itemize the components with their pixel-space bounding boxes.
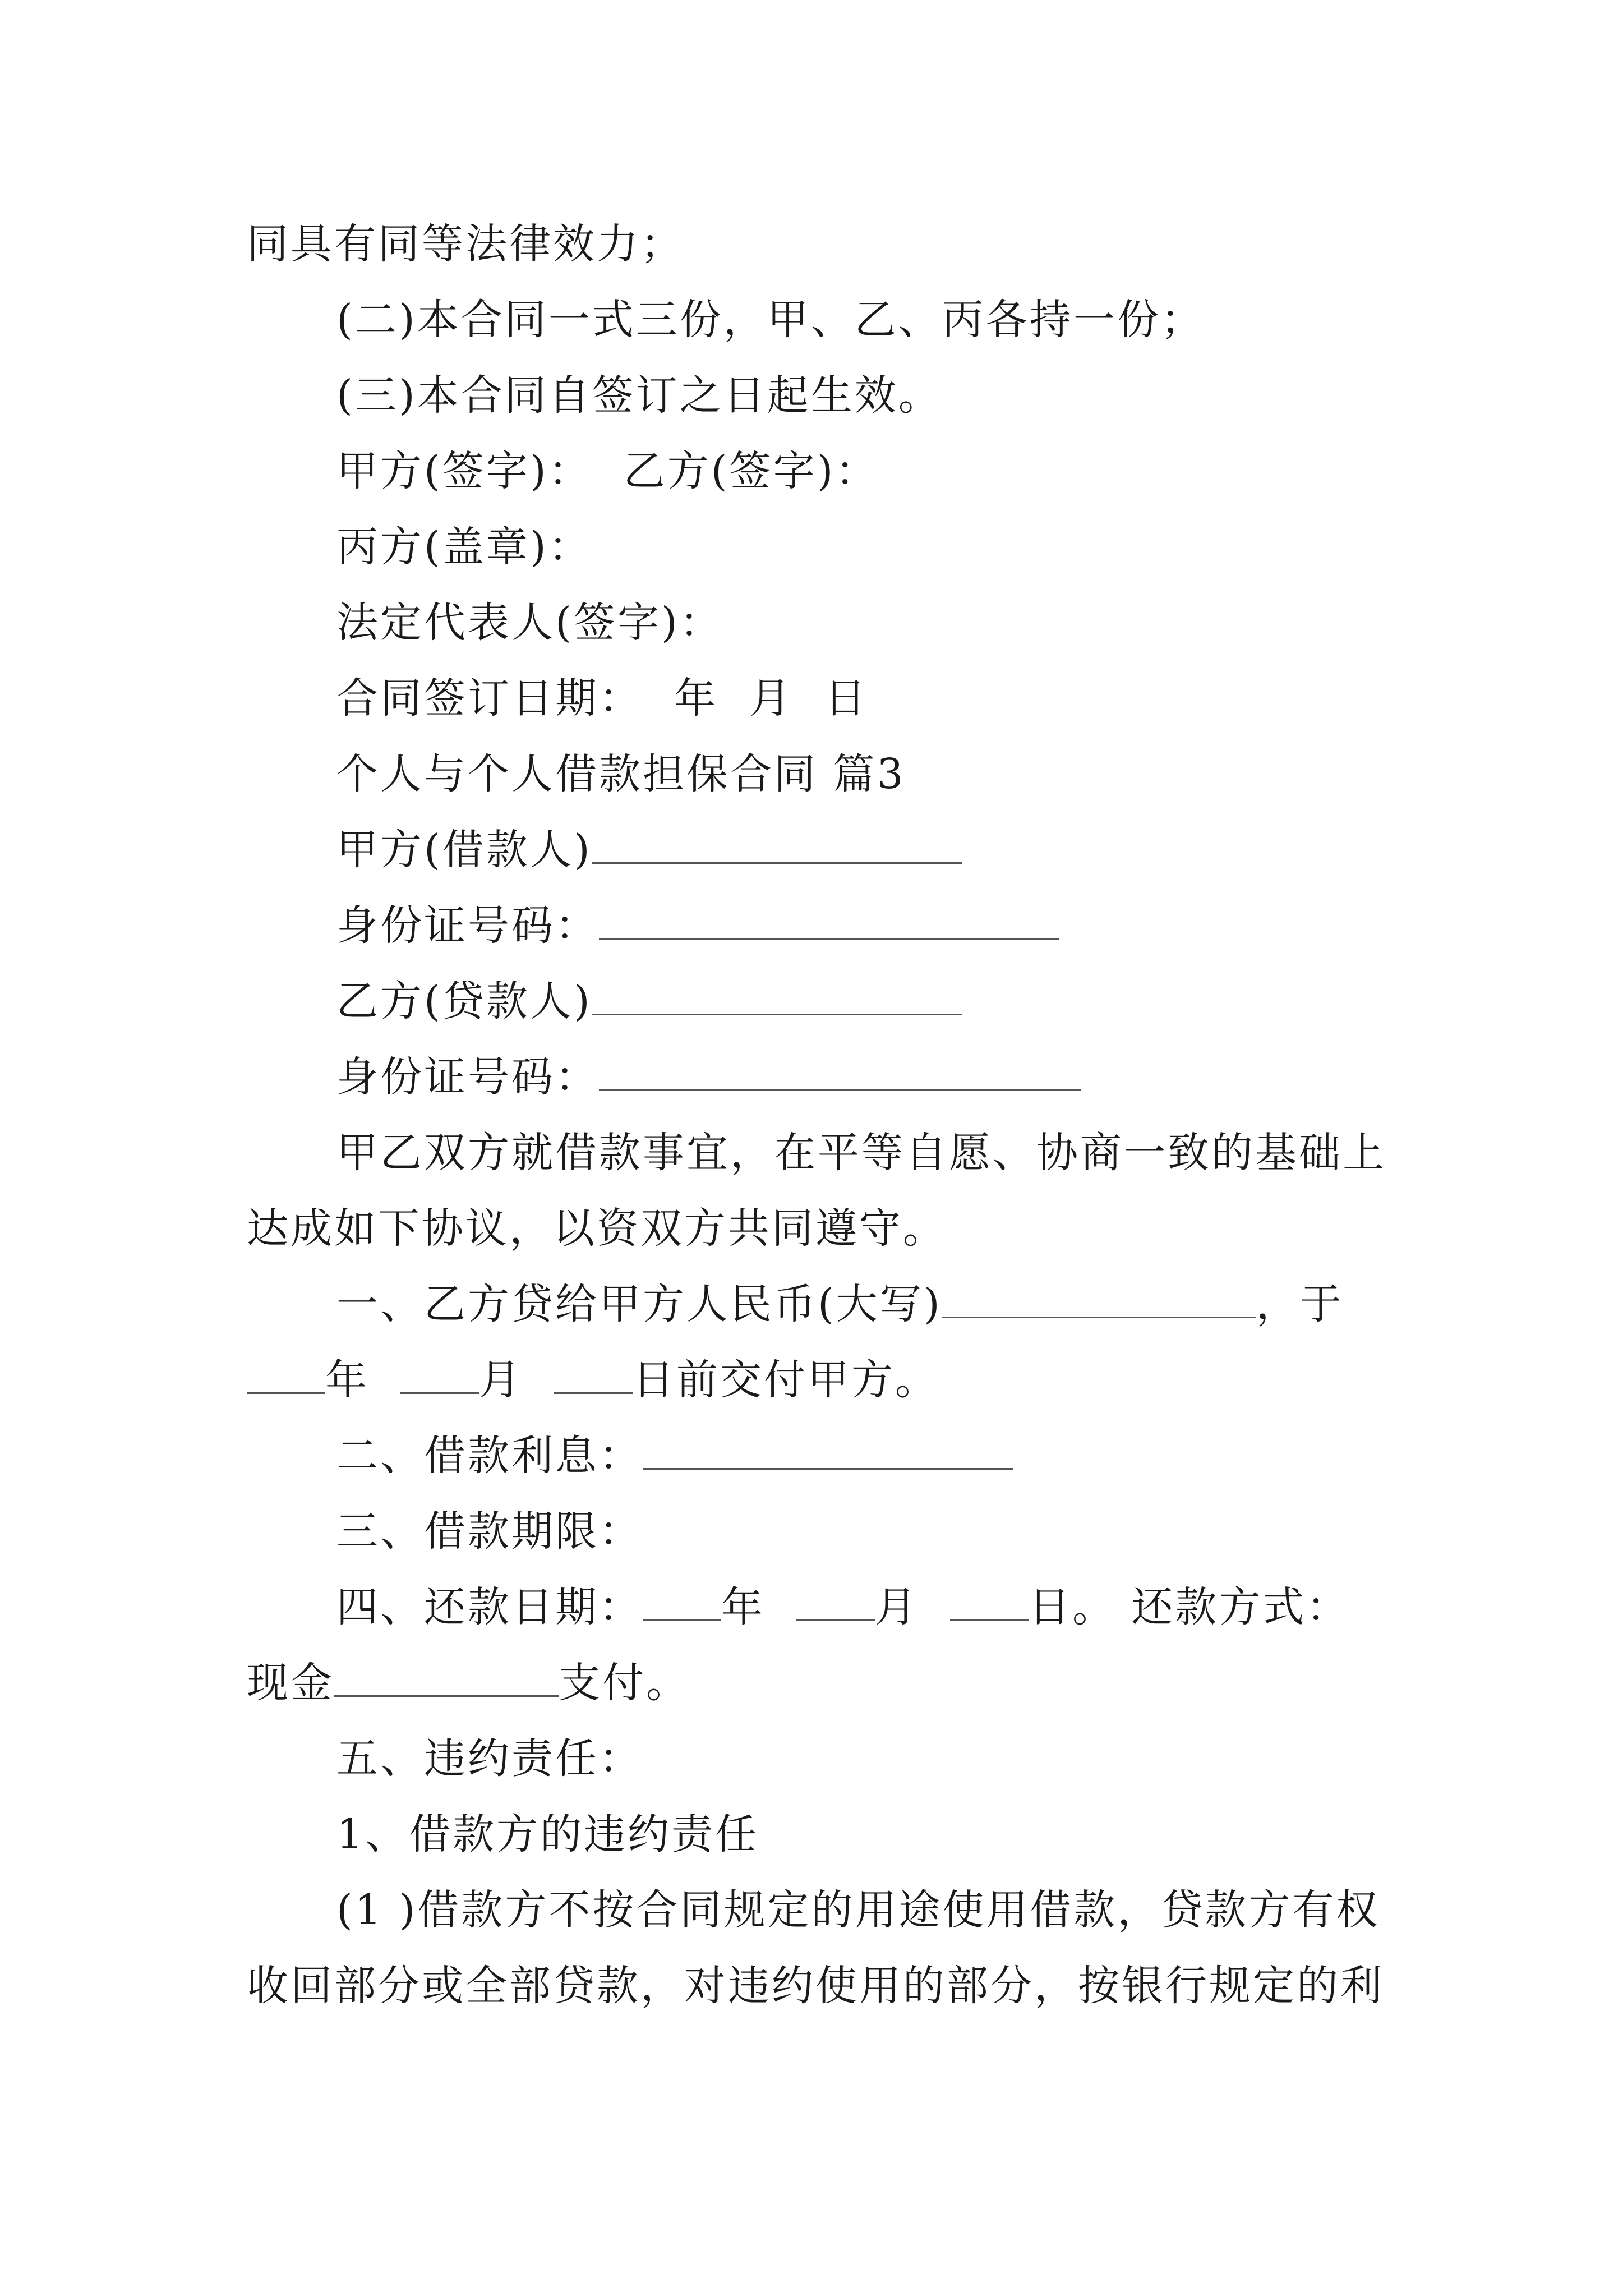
repayment-date-line — [336, 1576, 1391, 1638]
lender-blank — [592, 977, 962, 1015]
year-label: 年 — [674, 674, 718, 723]
interest-label: 二、借款利息： — [336, 1432, 643, 1480]
repayment-date-label: 四、还款日期： — [336, 1583, 643, 1631]
party-c-seal-label: 丙方(盖章)： — [336, 523, 592, 571]
borrower-line — [336, 819, 1391, 881]
month-label: 月 — [875, 1583, 919, 1631]
paragraph-line — [247, 1198, 1391, 1259]
party-b-signature-label: 乙方(签字)： — [623, 447, 879, 495]
signature-line-party-a-b — [336, 440, 1391, 502]
year-label: 年 — [325, 1356, 369, 1404]
section-heading — [336, 743, 1391, 805]
legal-rep-line — [336, 592, 1391, 654]
borrower-id-line — [336, 895, 1391, 956]
id-number-label: 身份证号码： — [336, 1053, 599, 1101]
id-number-label: 身份证号码： — [336, 901, 599, 950]
borrower-blank — [592, 825, 962, 864]
lender-line — [336, 970, 1391, 1032]
text: 收回部分或全部贷款，对违约使用的部分，按银行规定的利 — [247, 1962, 1384, 2010]
borrower-label: 甲方(借款人) — [336, 826, 592, 874]
month-label: 月 — [749, 674, 793, 723]
lender-label: 乙方(贷款人) — [336, 977, 592, 1025]
sign-date-label: 合同签订日期： — [336, 674, 643, 723]
lender-id-blank — [599, 1052, 1081, 1091]
delivery-date-line — [247, 1349, 1391, 1411]
sign-date-line — [336, 668, 1391, 729]
day-blank — [950, 1582, 1029, 1621]
text: 日前交付甲方。 — [633, 1356, 939, 1404]
paragraph-line — [247, 1955, 1391, 2017]
day-blank — [554, 1355, 633, 1394]
text: 达成如下协议，以资双方共同遵守。 — [247, 1204, 947, 1253]
text: 现金 — [247, 1659, 334, 1707]
loan-amount-label: 一、乙方贷给甲方人民币(大写) — [336, 1280, 942, 1328]
party-a-signature-label: 甲方(签字)： — [336, 447, 592, 495]
day-label: 日 — [824, 674, 868, 723]
text: 五、违约责任： — [336, 1734, 643, 1783]
year-blank — [247, 1355, 325, 1394]
year-blank — [643, 1582, 721, 1621]
paragraph-line — [336, 1803, 1391, 1865]
paragraph-line — [336, 1728, 1391, 1789]
text: (二)本合同一式三份，甲、乙、丙各持一份； — [336, 296, 1205, 344]
month-blank — [796, 1582, 875, 1621]
term-line — [336, 1501, 1391, 1562]
text: 支付。 — [559, 1659, 690, 1707]
repayment-method-blank — [334, 1658, 559, 1697]
interest-line — [336, 1425, 1391, 1487]
paragraph-line — [336, 1122, 1391, 1184]
paragraph-line — [247, 213, 1391, 275]
year-label: 年 — [721, 1583, 765, 1631]
paragraph-line — [336, 289, 1391, 351]
seal-line-party-c — [336, 516, 1391, 578]
borrower-id-blank — [599, 901, 1059, 940]
month-blank — [400, 1355, 479, 1394]
repayment-method-line — [247, 1652, 1391, 1714]
section-title: 个人与个人借款担保合同 篇3 — [336, 750, 906, 798]
text: 日。 还款方式： — [1029, 1583, 1350, 1631]
lender-id-line — [336, 1046, 1391, 1108]
legal-rep-signature-label: 法定代表人(签字)： — [336, 599, 723, 647]
paragraph-line — [336, 365, 1391, 426]
text: (三)本合同自签订之日起生效。 — [336, 371, 942, 420]
text: 同具有同等法律效力； — [247, 220, 684, 268]
interest-blank — [643, 1431, 1013, 1470]
month-label: 月 — [479, 1356, 523, 1404]
text: ，于 — [1256, 1280, 1344, 1328]
paragraph-line — [336, 1879, 1391, 1941]
text: 1、借款方的违约责任 — [336, 1810, 759, 1858]
loan-amount-line — [336, 1273, 1391, 1335]
text: 甲乙双方就借款事宜，在平等自愿、协商一致的基础上 — [336, 1129, 1386, 1177]
text: (1 )借款方不按合同规定的用途使用借款，贷款方有权 — [336, 1886, 1380, 1934]
term-label: 三、借款期限： — [336, 1507, 643, 1556]
loan-amount-blank — [942, 1280, 1256, 1318]
